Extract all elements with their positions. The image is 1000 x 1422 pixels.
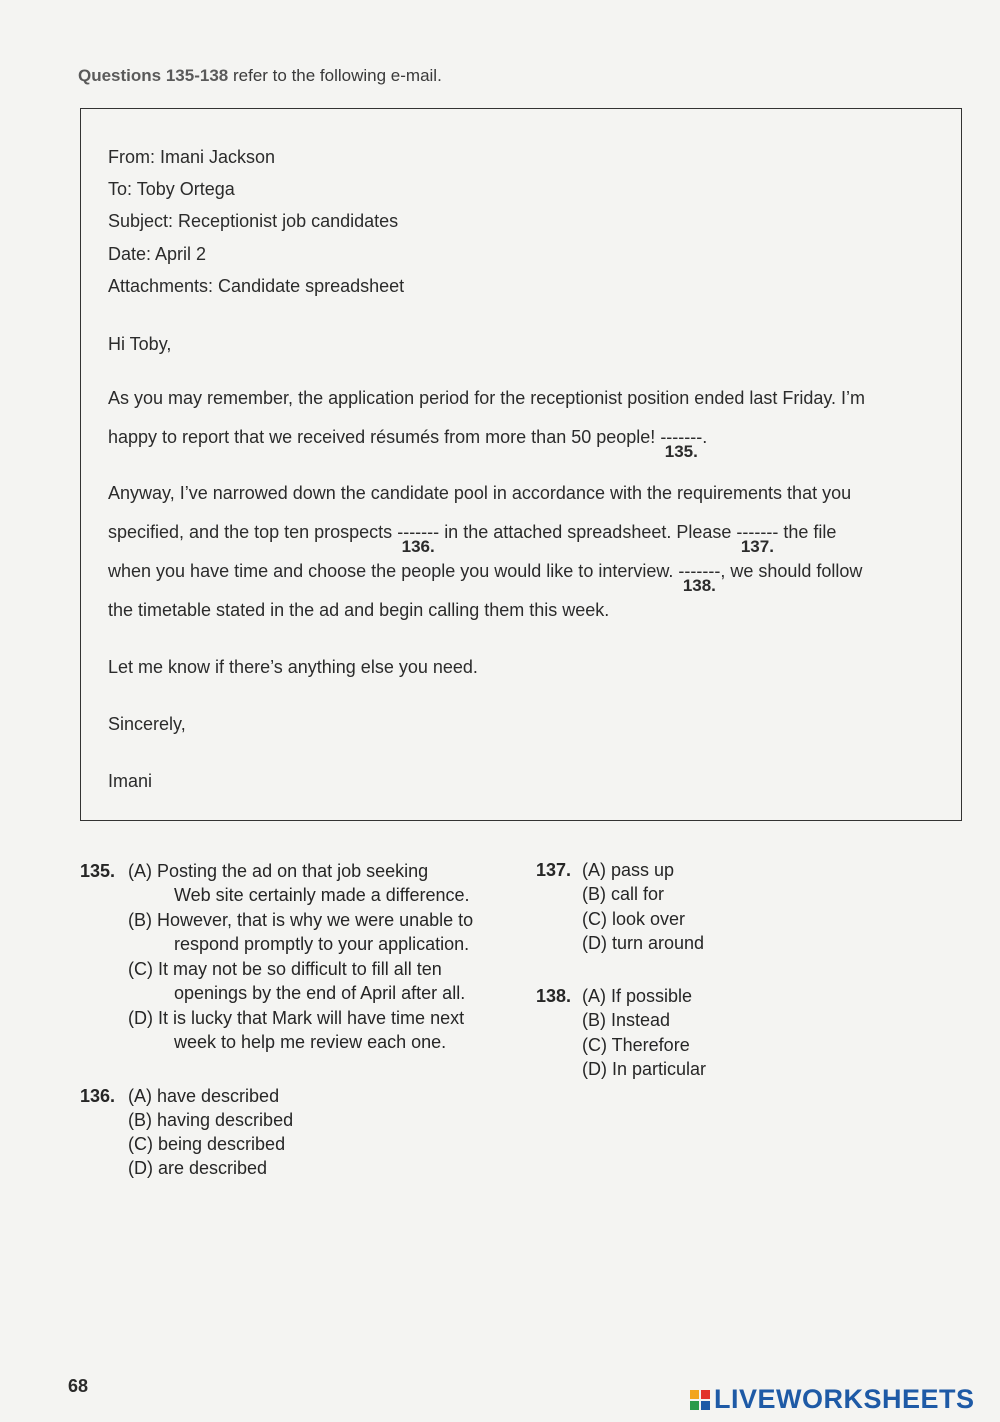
question-number: 138.	[536, 986, 572, 1006]
blank-138-number: 138.	[682, 576, 716, 595]
option-d[interactable]: (D) In particular	[582, 1059, 707, 1079]
header-rest: refer to the following e-mail.	[232, 66, 442, 85]
option-a[interactable]: (A) pass up	[582, 860, 675, 880]
p2-text-a: specified, and the top ten prospects	[108, 522, 393, 542]
logo-mark-icon	[690, 1390, 710, 1410]
option-a[interactable]: (A) have described	[128, 1086, 280, 1106]
option-b[interactable]: (B) having described	[128, 1110, 294, 1130]
option-b[interactable]: (B) However, that is why we were unable to	[128, 910, 474, 930]
email-date: Date: April 2	[108, 244, 207, 264]
logo-square-icon	[690, 1390, 699, 1399]
blank-dashes: -------	[397, 522, 440, 542]
email-paragraph-2-line-4: the timetable stated in the ad and begin calling them this week.	[108, 600, 610, 620]
email-paragraph-2-line-2	[108, 522, 837, 556]
email-signature: Imani	[108, 771, 153, 791]
p2-text-e: , we should follow	[720, 561, 863, 581]
passage-header	[78, 66, 442, 86]
p2-text-c: the file	[783, 522, 837, 542]
liveworksheets-logo	[690, 1384, 975, 1415]
option-b[interactable]: (B) Instead	[582, 1010, 671, 1030]
blank-135[interactable]	[660, 427, 703, 461]
option-d-cont: week to help me review each one.	[174, 1032, 447, 1052]
blank-dashes: -------	[660, 427, 703, 447]
option-a[interactable]: (A) Posting the ad on that job seeking	[128, 861, 429, 881]
blank-137[interactable]	[736, 522, 779, 556]
email-from: From: Imani Jackson	[108, 147, 276, 167]
email-to: To: Toby Ortega	[108, 179, 235, 199]
email-closing: Sincerely,	[108, 714, 186, 734]
question-number: 137.	[536, 860, 572, 880]
p2-text-b: in the attached spreadsheet. Please	[444, 522, 732, 542]
blank-137-number: 137.	[740, 537, 774, 556]
question-range: Questions 135-138	[78, 66, 229, 85]
email-greeting: Hi Toby,	[108, 334, 172, 354]
option-c[interactable]: (C) being described	[128, 1134, 286, 1154]
blank-135-number: 135.	[664, 442, 698, 461]
email-paragraph-2-line-1: Anyway, I’ve narrowed down the candidate pool in accordance with the requirements that you	[108, 483, 852, 503]
option-a-cont: Web site certainly made a difference.	[174, 885, 470, 905]
option-c[interactable]: (C) look over	[582, 909, 686, 929]
logo-square-icon	[701, 1390, 710, 1399]
option-d[interactable]: (D) It is lucky that Mark will have time next	[128, 1008, 465, 1028]
email-paragraph-2-line-3	[108, 561, 863, 595]
blank-136[interactable]	[397, 522, 440, 556]
blank-136-number: 136.	[401, 537, 435, 556]
brand-name: LIVEWORKSHEETS	[714, 1384, 975, 1414]
logo-square-icon	[690, 1401, 699, 1410]
option-c-cont: openings by the end of April after all.	[174, 983, 466, 1003]
option-c[interactable]: (C) It may not be so difficult to fill all ten	[128, 959, 442, 979]
p1-text: happy to report that we received résumés from more than 50 people!	[108, 427, 656, 447]
p2-text-d: when you have time and choose the people you would like to interview.	[108, 561, 674, 581]
question-number: 135.	[80, 861, 116, 881]
email-paragraph-3: Let me know if there’s anything else you need.	[108, 657, 478, 677]
blank-138[interactable]	[678, 561, 721, 595]
blank-dashes: -------	[678, 561, 721, 581]
option-a[interactable]: (A) If possible	[582, 986, 693, 1006]
email-subject: Subject: Receptionist job candidates	[108, 211, 399, 231]
question-number: 136.	[80, 1086, 116, 1106]
email-attachments: Attachments: Candidate spreadsheet	[108, 276, 405, 296]
email-paragraph-1-line-1: As you may remember, the application period for the receptionist position ended last Friday. I’m	[108, 388, 866, 408]
option-b[interactable]: (B) call for	[582, 884, 665, 904]
option-c[interactable]: (C) Therefore	[582, 1035, 690, 1055]
option-b-cont: respond promptly to your application.	[174, 934, 470, 954]
email-paragraph-1-line-2: happy to report that we received résumés from more than 50 people! ------- 135. .	[108, 427, 708, 461]
option-d[interactable]: (D) are described	[128, 1158, 268, 1178]
page-number: 68	[68, 1376, 89, 1396]
blank-dashes: -------	[736, 522, 779, 542]
option-d[interactable]: (D) turn around	[582, 933, 705, 953]
logo-square-icon	[701, 1401, 710, 1410]
